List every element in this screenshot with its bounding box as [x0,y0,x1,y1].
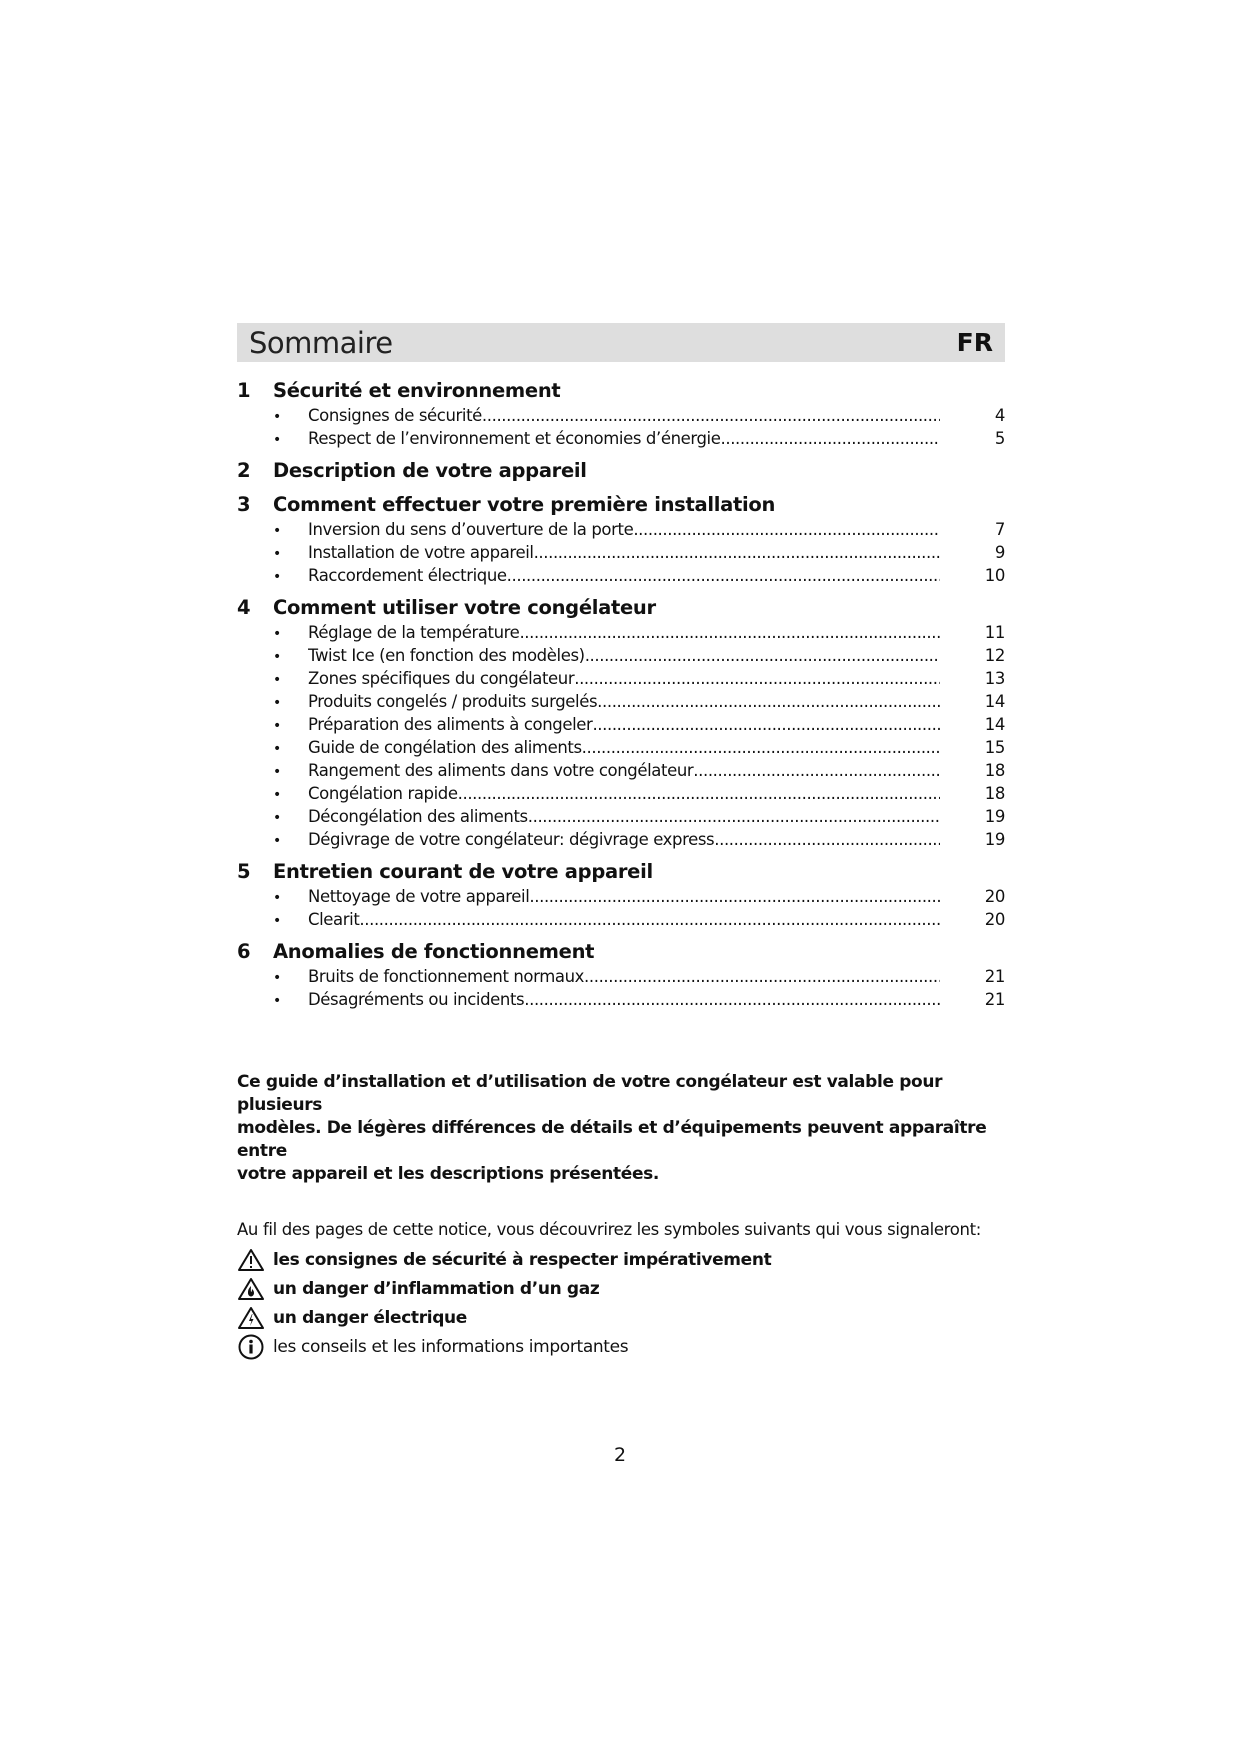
toc-entry-text [308,646,940,665]
electric-warning-icon [237,1305,267,1331]
toc-entry-page: 9 [994,543,1005,562]
toc-entry-label: Installation de votre appareil [308,543,534,562]
toc-entry-text [308,429,940,448]
dot-leader [714,830,940,849]
dot-leader [507,566,940,585]
symbol-legend-item [237,1332,1005,1361]
toc-section-heading [237,860,1005,887]
bullet-icon: • [273,913,281,929]
toc-entry-text [308,406,940,425]
toc-section [237,860,1005,933]
toc-entry-page: 5 [994,429,1005,448]
bullet-icon: • [273,810,281,826]
toc-entry [237,784,1005,807]
toc-section-number: 2 [237,459,251,482]
dot-leader [597,692,940,711]
toc-entry-text [308,761,940,780]
toc-section-title: Anomalies de fonctionnement [273,940,595,963]
toc-section-number: 6 [237,940,251,963]
toc-entry-page: 15 [984,738,1005,757]
toc-entry-text [308,784,940,803]
toc-entry-label: Inversion du sens d’ouverture de la porte [308,520,634,539]
toc-entry-label: Raccordement électrique [308,566,507,585]
toc-entry-label: Produits congelés / produits surgelés [308,692,598,711]
toc-entry [237,887,1005,910]
toc-section-heading [237,459,1005,486]
flame-warning-icon [237,1276,267,1302]
notice-paragraph [237,1071,1005,1186]
toc-entry-label: Zones spécifiques du congélateur [308,669,575,688]
document-page [237,323,1005,1361]
language-code: FR [956,328,993,357]
dot-leader [633,520,940,539]
toc-entry-page: 20 [984,910,1005,929]
toc-entry [237,807,1005,830]
toc-entry-text [308,738,940,757]
dot-leader [693,761,940,780]
toc-entry-page: 18 [984,761,1005,780]
dot-leader [592,715,940,734]
toc-entry [237,990,1005,1013]
toc-section-title: Comment effectuer votre première installation [273,493,776,516]
toc-entry-label: Nettoyage de votre appareil [308,887,530,906]
dot-leader [574,669,940,688]
toc-entry-page: 14 [984,715,1005,734]
symbols-intro: Au fil des pages de cette notice, vous découvrirez les symboles suivants qui vous signaleront: [237,1220,981,1239]
toc-entry [237,669,1005,692]
toc-entry-label: Consignes de sécurité [308,406,482,425]
toc-entry-text [308,669,940,688]
toc-entry-page: 19 [984,807,1005,826]
dot-leader [534,543,940,562]
toc-entry-page: 21 [984,967,1005,986]
toc-section-heading [237,493,1005,520]
toc-entry [237,623,1005,646]
toc-entry-page: 10 [984,566,1005,585]
bullet-icon: • [273,741,281,757]
toc-section-heading [237,940,1005,967]
toc-entry-page: 12 [984,646,1005,665]
toc-entry-label: Clearit [308,910,360,929]
bullet-icon: • [273,833,281,849]
toc-section-title: Entretien courant de votre appareil [273,860,653,883]
toc-entry-page: 13 [984,669,1005,688]
symbol-description: les conseils et les informations importantes [273,1336,629,1357]
bullet-icon: • [273,672,281,688]
toc-entry [237,406,1005,429]
toc-entry-page: 14 [984,692,1005,711]
toc-entry-page: 18 [984,784,1005,803]
toc-entry-label: Rangement des aliments dans votre congélateur [308,761,694,780]
toc-entry-label: Congélation rapide [308,784,458,803]
dot-leader [585,646,940,665]
toc-entry-page: 11 [984,623,1005,642]
dot-leader [528,807,940,826]
toc-entry-text [308,566,940,585]
toc-entry-label: Préparation des aliments à congeler [308,715,593,734]
toc-entry-label: Désagréments ou incidents [308,990,525,1009]
toc-entry-page: 20 [984,887,1005,906]
toc-section-number: 3 [237,493,251,516]
symbol-legend-item [237,1303,1005,1332]
toc-entry [237,520,1005,543]
toc-section [237,379,1005,452]
warning-triangle-icon [237,1247,267,1273]
toc-entry-text [308,623,940,642]
dot-leader [524,990,940,1009]
header-bar [237,323,1005,362]
toc-entry-page: 4 [994,406,1005,425]
toc-entry-text [308,967,940,986]
bullet-icon: • [273,546,281,562]
dot-leader [482,406,940,425]
bullet-icon: • [273,890,281,906]
toc-entry [237,692,1005,715]
bullet-icon: • [273,569,281,585]
bullet-icon: • [273,718,281,734]
toc-entry-text [308,910,940,929]
toc-entry [237,566,1005,589]
toc-entry-text [308,715,940,734]
toc-entry-page: 21 [984,990,1005,1009]
toc-entry [237,543,1005,566]
toc-section-title: Description de votre appareil [273,459,587,482]
table-of-contents [237,379,1005,1013]
toc-entry [237,830,1005,853]
toc-entry-text [308,990,940,1009]
toc-entry [237,910,1005,933]
dot-leader [458,784,940,803]
dot-leader [529,887,940,906]
symbol-description: un danger électrique [273,1307,467,1328]
toc-entry [237,715,1005,738]
bullet-icon: • [273,432,281,448]
toc-section-heading [237,596,1005,623]
toc-section [237,459,1005,486]
toc-entry [237,738,1005,761]
dot-leader [582,738,940,757]
toc-entry-label: Guide de congélation des aliments [308,738,582,757]
bullet-icon: • [273,649,281,665]
toc-entry-text [308,807,940,826]
symbols-legend [237,1245,1005,1361]
symbol-legend-item [237,1274,1005,1303]
toc-entry-text [308,692,940,711]
toc-section-number: 5 [237,860,251,883]
bullet-icon: • [273,409,281,425]
toc-entry-label: Dégivrage de votre congélateur: dégivrage express [308,830,715,849]
notice-line: Ce guide d’installation et d’utilisation de votre congélateur est valable pour plusieurs [237,1072,943,1115]
dot-leader [359,910,940,929]
page-number: 2 [613,1444,627,1466]
page-title: Sommaire [249,325,393,360]
bullet-icon: • [273,970,281,986]
symbol-description: un danger d’inflammation d’un gaz [273,1278,600,1299]
toc-section [237,596,1005,853]
bullet-icon: • [273,695,281,711]
toc-section-heading [237,379,1005,406]
toc-entry-text [308,543,940,562]
symbol-legend-item [237,1245,1005,1274]
notice-line: modèles. De légères différences de détails et d’équipements peuvent apparaître entre [237,1118,987,1161]
toc-section-title: Sécurité et environnement [273,379,561,402]
toc-entry-page: 19 [984,830,1005,849]
toc-section [237,493,1005,589]
toc-entry-label: Bruits de fonctionnement normaux [308,967,585,986]
toc-entry [237,646,1005,669]
dot-leader [584,967,940,986]
bullet-icon: • [273,993,281,1009]
bullet-icon: • [273,787,281,803]
toc-entry [237,429,1005,452]
toc-entry-text [308,830,940,849]
toc-entry-text [308,520,940,539]
toc-section-number: 4 [237,596,251,619]
toc-section-number: 1 [237,379,251,402]
toc-entry-text [308,887,940,906]
symbol-description: les consignes de sécurité à respecter impérativement [273,1249,772,1270]
info-icon [237,1334,267,1360]
toc-entry [237,761,1005,784]
bullet-icon: • [273,523,281,539]
bullet-icon: • [273,764,281,780]
toc-section [237,940,1005,1013]
bullet-icon: • [273,626,281,642]
toc-entry [237,967,1005,990]
toc-entry-label: Décongélation des aliments [308,807,528,826]
dot-leader [519,623,940,642]
toc-entry-label: Réglage de la température [308,623,520,642]
toc-section-title: Comment utiliser votre congélateur [273,596,656,619]
dot-leader [721,429,941,448]
toc-entry-page: 7 [994,520,1005,539]
toc-entry-label: Twist Ice (en fonction des modèles) [308,646,585,665]
notice-line: votre appareil et les descriptions présentées. [237,1164,659,1184]
toc-entry-label: Respect de l’environnement et économies d’énergie [308,429,721,448]
